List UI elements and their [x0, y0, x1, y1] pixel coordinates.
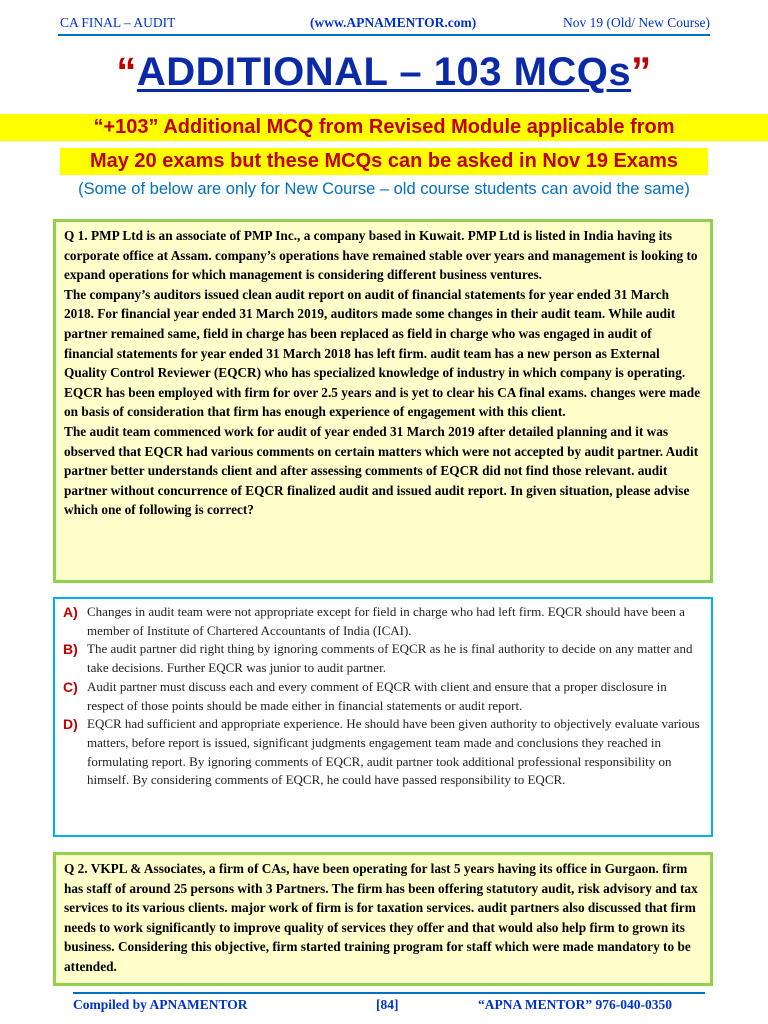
footer-compiler: Compiled by APNAMENTOR [73, 997, 248, 1012]
page-footer [73, 992, 705, 1014]
question-2-text: Q 2. VKPL & Associates, a firm of CAs, have been operating for last 5 years having its office in Gurgaon. firm has staff of around 25 persons with 3 Partners. The firm has been offering statutory audit, risk advisory and tax services to its various clients. major work of firm is for taxation services. audit partners also discussed that firm needs to work significantly to improve quality of services they offer and that would also help firm to grown its business. Considering this objective, firm started training program for staff which were made mandatory to be attended. [64, 861, 698, 974]
header-term: Nov 19 (Old/ New Course) [563, 15, 710, 30]
question-1-para-1: Q 1. PMP Ltd is an associate of PMP Inc., a company based in Kuwait. PMP Ltd is listed in India having its corporate office at Assam. company’s operations have remained stable over years and management is looking to expand operations for which management is considering different business ventures. [64, 228, 698, 283]
option-d-text: EQCR had sufficient and appropriate experience. He should have been given authority to objectively evaluate various matters, before report is issued, significant judgments engagement team made and conclusions they reached in formulating report. By ignoring comments of EQCR, audit partner took additional professional responsibility on himself. By considering comments of EQCR, he could have passed responsibility to EQCR. [87, 716, 700, 788]
option-b-label: B) [63, 641, 78, 658]
page-header [58, 12, 710, 36]
title-text: ADDITIONAL – 103 MCQs [136, 50, 632, 94]
option-a-label: A) [63, 604, 78, 620]
option-a-text: Changes in audit team were not appropriate except for field in charge who had left firm. EQCR should have been a member of Institute of Chartered Accountants of India (ICAI). [87, 604, 685, 638]
title-close-quote: ” [631, 50, 652, 94]
option-c-label: C) [63, 678, 78, 695]
subtitle-line-2: May 20 exams but these MCQs can be asked in Nov 19 Exams [60, 148, 708, 175]
question-1-para-2: The company’s auditors issued clean audit report on audit of financial statements for year ended 31 March 2018. For financial year ended 31 March 2019, auditors made some changes in their audit team. While audit partner remained same, field in charge has been replaced as field in charge who was engaged in audit of financial statements for year ended 31 March 2018 has left firm. audit team has a new person as External Quality Control Reviewer (EQCR) who has specialized knowledge of industry in which company is operating. EQCR has been employed with firm for over 2.5 years and is yet to clear his CA final exams. changes were made on basis of consideration that firm has enough experience of engagement with this client. [64, 286, 701, 420]
page-number: [84] [376, 997, 399, 1012]
page-title [0, 50, 768, 95]
question-1-box [53, 219, 713, 583]
option-b-text: The audit partner did right thing by ignoring comments of EQCR as he is final authority to decide on any matter and take decisions. Further EQCR was junior to audit partner. [87, 641, 693, 676]
option-c-text: Audit partner must discuss each and every comment of EQCR with client and ensure that a proper disclosure in respect of those points should be made either in financial statements or audit report. [87, 678, 667, 713]
footer-contact: “APNA MENTOR” 976-040-0350 [478, 997, 672, 1012]
option-c [63, 678, 703, 715]
option-d-label: D) [63, 716, 78, 733]
title-open-quote: “ [116, 50, 137, 94]
question-2-box [53, 852, 713, 986]
course-note: (Some of below are only for New Course – old course students can avoid the same) [78, 180, 690, 198]
question-1-para-3: The audit team commenced work for audit of year ended 31 March 2019 after detailed planning and it was observed that EQCR had various comments on certain matters which were not accepted by audit partner. Audit partner better understands client and after assessing comments of EQCR did not find those relevant. audit partner without concurrence of EQCR finalized audit and issued audit report. In given situation, please advise which one of following is correct? [64, 423, 699, 518]
option-d [63, 715, 703, 790]
option-b [63, 640, 703, 677]
question-1-options [53, 597, 713, 837]
subtitle-line-1: “+103” Additional MCQ from Revised Module applicable from [0, 114, 768, 141]
header-website: (www.APNAMENTOR.com) [310, 15, 477, 30]
header-course: CA FINAL – AUDIT [60, 15, 176, 30]
option-a [63, 603, 703, 640]
